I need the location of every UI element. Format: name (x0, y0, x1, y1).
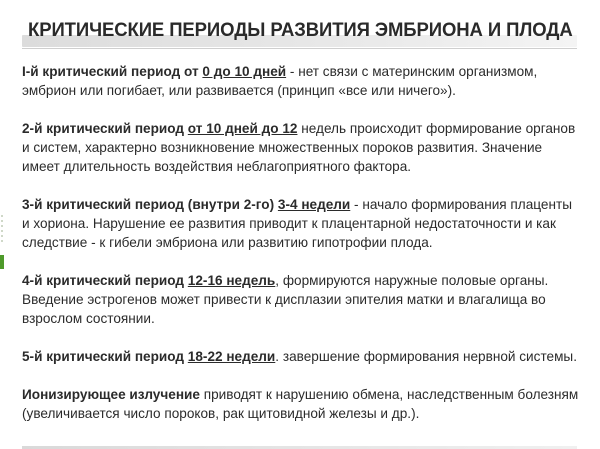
period-2-heading: 2-й критический период (22, 121, 188, 136)
slide-body (22, 62, 582, 423)
period-2-description: недель происходит формирование органов и систем, характерно возникновение множественных пороков развития. Значение имеет длительность воздействия неблагоприятного фактора. (22, 121, 576, 174)
period-4-paragraph (22, 271, 582, 328)
radiation-paragraph (22, 385, 582, 423)
left-edge-accent (0, 255, 4, 269)
period-3-range: 3-4 недели (277, 197, 351, 212)
period-1-range: 0 до 10 дней (202, 64, 287, 79)
period-5-range: 18-22 недели (187, 349, 276, 364)
period-3-heading: 3-й критический период (внутри 2-го) (22, 197, 278, 212)
period-4-heading: 4-й критический период (22, 273, 188, 288)
period-4-description: , формируются наружные половые органы. Введение эстрогенов может привести к дисплазии эпителия матки и влагалища во взрослом состоянии. (22, 273, 549, 326)
period-3-description: - начало формирования плаценты и хориона. Нарушение ее развития приводит к плацентарной недостаточности и как следствие - к гибели эмбриона или развитию гипотрофии плода. (22, 197, 572, 250)
period-5-heading: 5-й критический период (22, 349, 188, 364)
period-1-heading: I-й критический период от (22, 64, 203, 79)
period-3-paragraph (22, 195, 582, 252)
title-underline (22, 48, 577, 49)
period-5-description: . завершение формирования нервной системы. (275, 349, 577, 364)
period-2-paragraph (22, 119, 582, 176)
period-1-paragraph (22, 62, 582, 100)
slide-header (22, 15, 577, 49)
period-5-paragraph (22, 347, 582, 366)
left-edge-dots (1, 215, 3, 245)
slide-title: КРИТИЧЕСКИЕ ПЕРИОДЫ РАЗВИТИЯ ЭМБРИОНА И ПЛОДА (28, 20, 573, 41)
period-4-range: 12-16 недель (187, 273, 276, 288)
radiation-description: приводят к нарушению обмена, наследственным болезням (увеличивается число пороков, рак щитовидной железы и др.). (22, 387, 579, 421)
period-2-range: от 10 дней до 12 (187, 121, 298, 136)
radiation-heading: Ионизирующее излучение (22, 387, 200, 402)
period-1-description: - нет связи с материнским организмом, эмбрион или погибает, или развивается (принцип «все или ничего»). (22, 64, 538, 98)
